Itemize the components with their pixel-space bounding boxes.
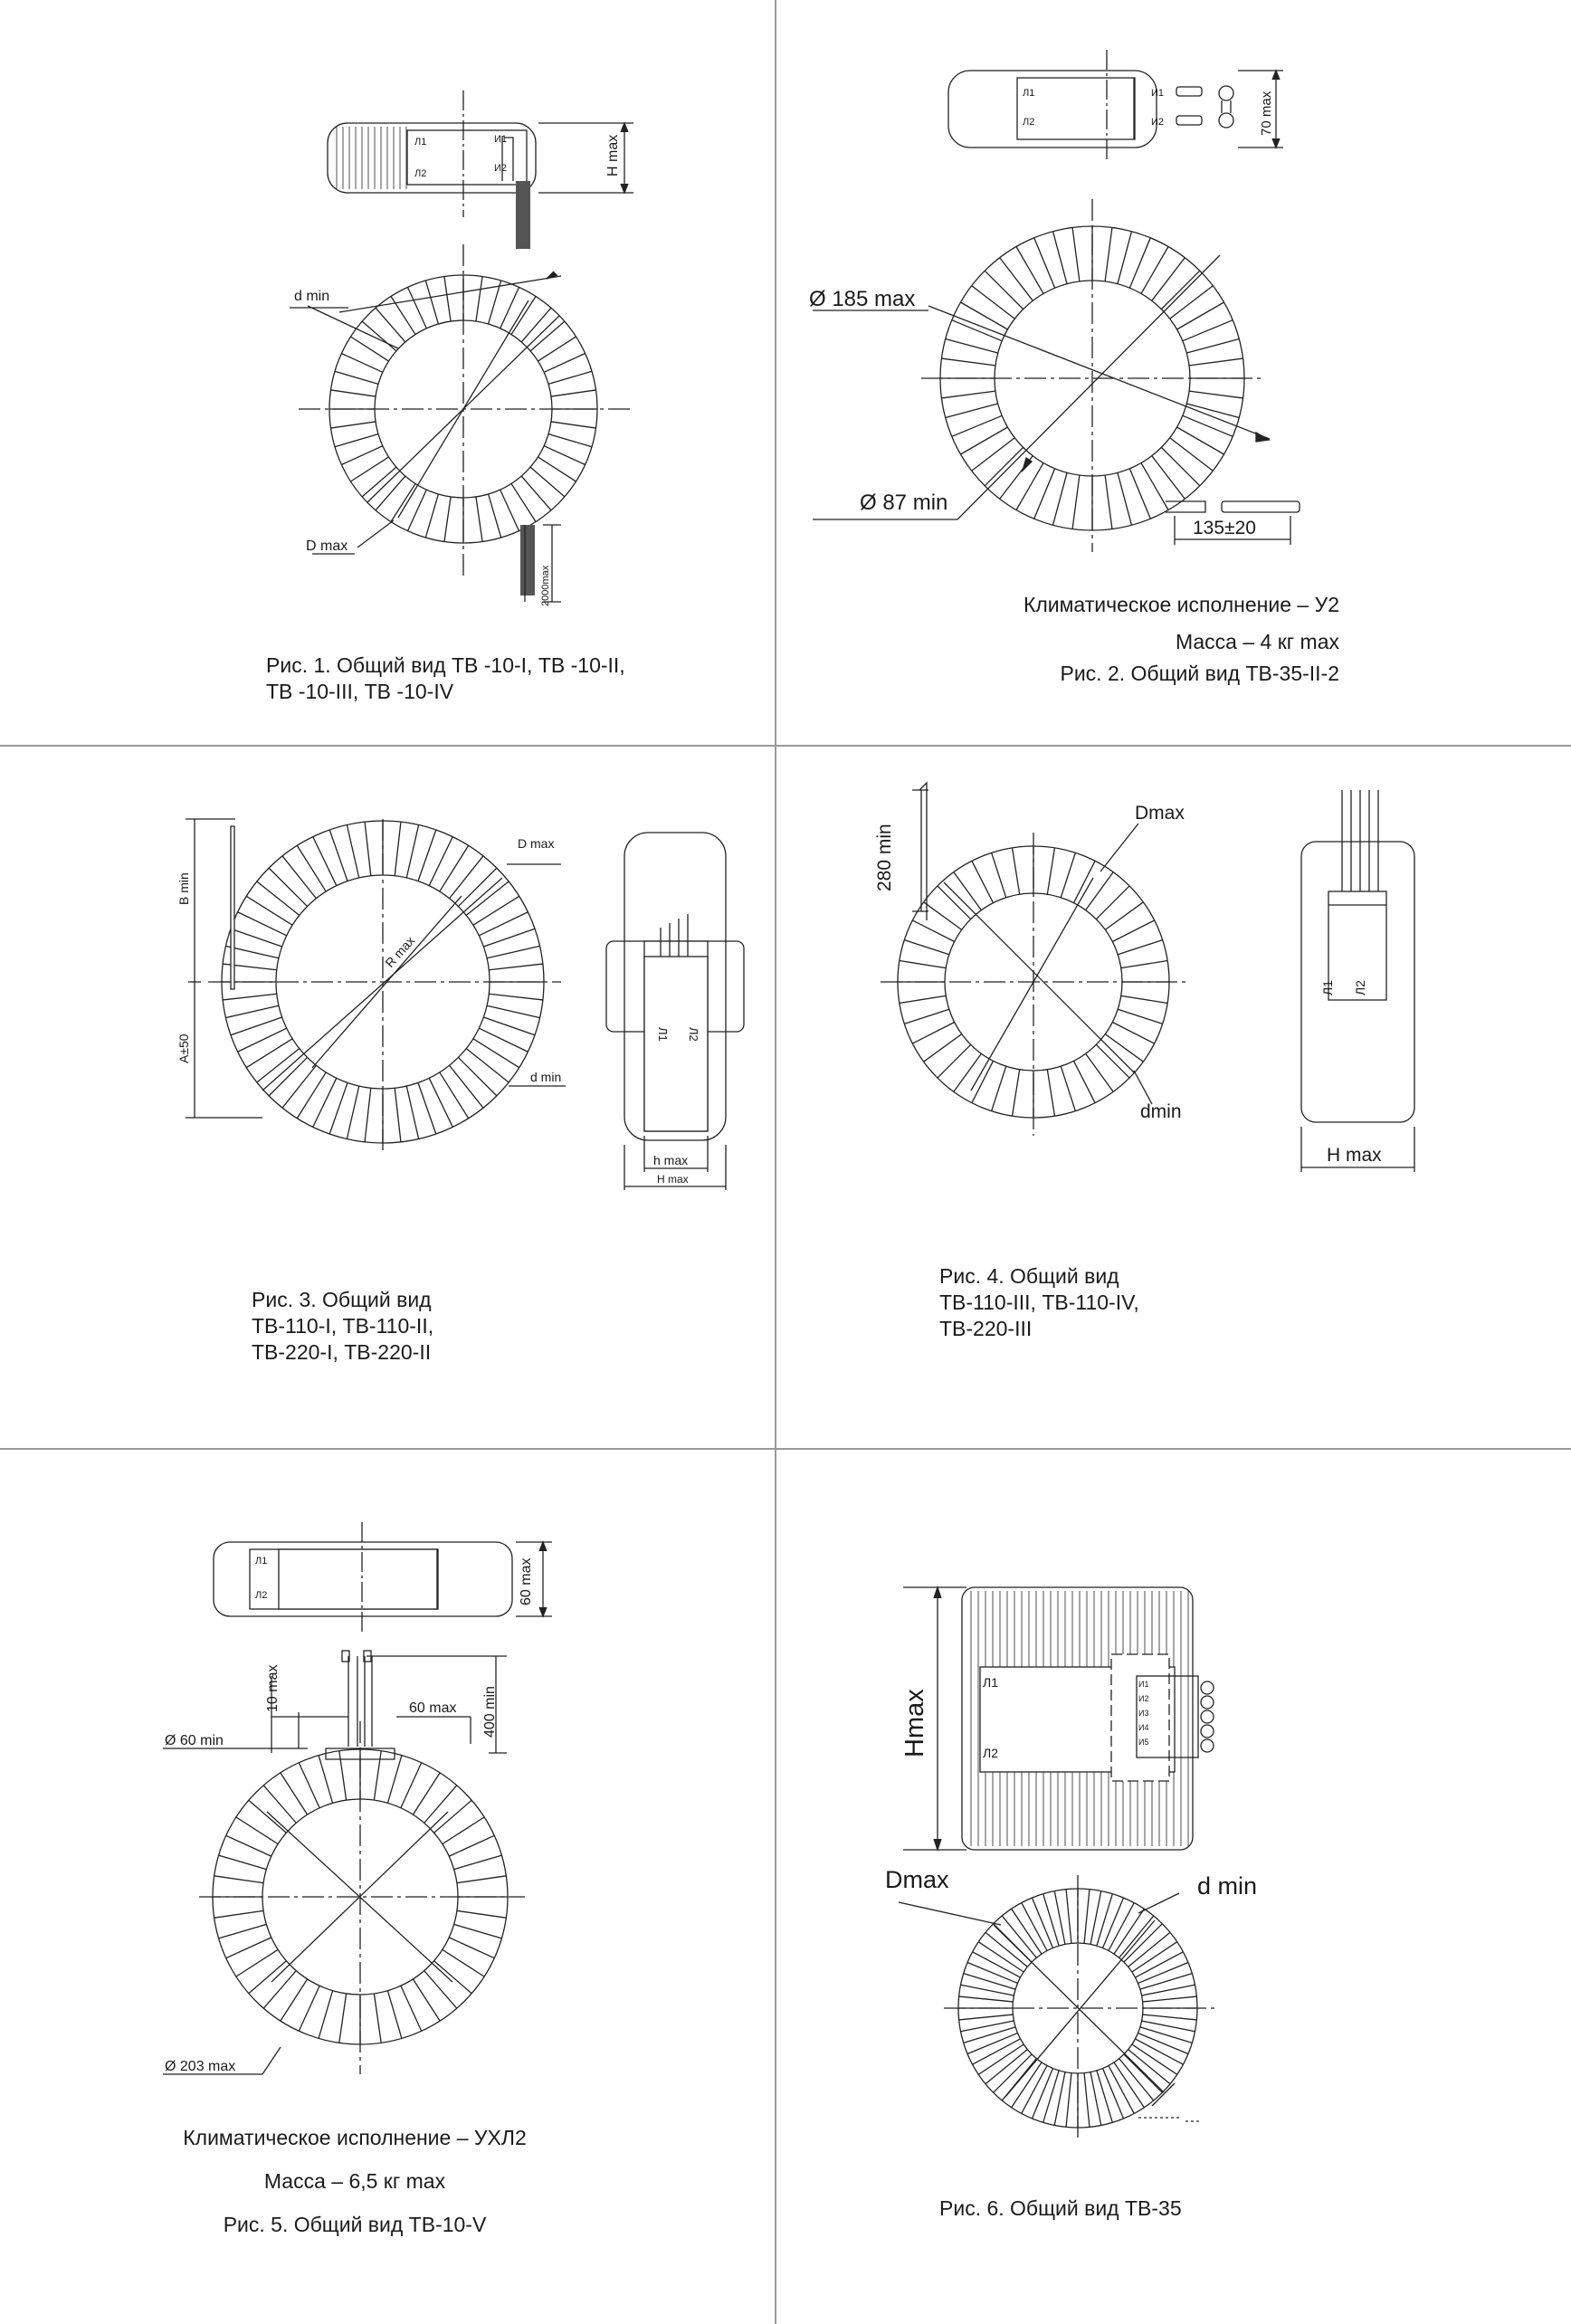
winding-segment — [1016, 463, 1043, 510]
winding-segment — [941, 391, 995, 398]
fig4-label-L1: Л1 — [1320, 980, 1335, 995]
fig2-label-L2: Л2 — [1023, 117, 1035, 128]
fig5-label-height: 60 max — [519, 1557, 534, 1605]
winding-segment — [954, 872, 982, 910]
winding-segment — [489, 494, 501, 538]
winding-segment — [335, 371, 378, 384]
winding-segment — [418, 830, 436, 881]
winding-segment — [457, 1876, 506, 1883]
fig6-label-H-max: Hmax — [900, 1689, 929, 1757]
winding-segment — [1121, 995, 1167, 1003]
fig1-caption-line-2: ТВ -10-III, ТВ -10-IV — [266, 680, 454, 703]
winding-segment — [904, 940, 948, 955]
winding-segment — [329, 1082, 348, 1134]
winding-segment — [954, 1053, 982, 1091]
fig1-ring — [290, 244, 633, 606]
winding-segment — [1013, 1070, 1020, 1116]
winding-segment — [924, 1034, 962, 1062]
fig4-label-d-min: dmin — [1140, 1101, 1182, 1122]
fig2-side-view — [948, 50, 1283, 163]
fig1-label-I2: И2 — [494, 163, 508, 174]
winding-segment — [231, 1017, 282, 1035]
winding-segment — [458, 1057, 496, 1095]
winding-segment — [1143, 1996, 1197, 2002]
winding-segment — [938, 886, 971, 919]
fig1-label-lead: 2000max — [540, 565, 551, 606]
winding-segment — [1161, 271, 1199, 309]
winding-segment — [500, 287, 519, 328]
winding-segment — [500, 490, 519, 530]
winding-segment — [331, 422, 376, 428]
winding-segment — [938, 1044, 971, 1078]
winding-segment — [219, 1855, 267, 1869]
winding-segment — [972, 861, 994, 902]
winding-segment — [479, 912, 528, 936]
winding-segment — [231, 929, 282, 947]
fig3-label-d-min: d min — [530, 1070, 562, 1084]
fig2-label-height: 70 max — [1259, 90, 1274, 136]
winding-segment — [551, 390, 595, 396]
winding-segment — [538, 337, 576, 361]
fig5-caption-line-3: Рис. 5. Общий вид ТВ-10-V — [223, 2213, 487, 2236]
winding-segment — [489, 994, 543, 1000]
winding-segment — [457, 1910, 506, 1918]
fig4-side-view — [1301, 790, 1414, 1172]
winding-segment — [1170, 286, 1214, 319]
fig6-label-I2: И2 — [1138, 1694, 1149, 1703]
winding-segment — [401, 1986, 422, 2031]
fig5-label-L1: Л1 — [255, 1556, 268, 1567]
winding-segment — [391, 483, 415, 521]
fig1-side-view — [328, 90, 633, 249]
fig3-label-D-max: D max — [518, 836, 555, 851]
winding-segment — [924, 902, 962, 930]
winding-segment — [1105, 475, 1112, 529]
winding-segment — [487, 1005, 539, 1017]
winding-segment — [967, 2034, 1017, 2054]
winding-segment — [1152, 456, 1185, 500]
winding-segment — [941, 358, 995, 366]
winding-segment — [1096, 1044, 1129, 1078]
fig1-label-L1: Л1 — [414, 137, 427, 148]
winding-segment — [967, 1962, 1017, 1983]
winding-segment — [1129, 238, 1150, 288]
winding-segment — [1103, 2069, 1124, 2119]
winding-segment — [365, 1088, 371, 1142]
winding-segment — [479, 1028, 528, 1052]
winding-segment — [313, 837, 337, 886]
winding-segment — [454, 1855, 502, 1869]
winding-segment — [440, 845, 469, 891]
winding-segment — [387, 1991, 401, 2039]
winding-segment — [329, 830, 348, 881]
winding-segment — [1189, 391, 1243, 398]
winding-segment — [1118, 1009, 1162, 1024]
fig2-caption-line-2: Масса – 4 кг max — [1175, 630, 1339, 653]
fig2-caption-line-1: Климатическое исполнение – У2 — [1023, 593, 1339, 616]
winding-segment — [331, 390, 376, 396]
winding-segment — [1016, 247, 1043, 294]
winding-segment — [952, 415, 1002, 436]
fig6-ring — [885, 1866, 1257, 2142]
winding-segment — [544, 446, 585, 465]
winding-segment — [1053, 232, 1068, 284]
winding-segment — [511, 296, 536, 334]
fig2-ring — [809, 199, 1300, 552]
winding-segment — [912, 1022, 954, 1043]
winding-segment — [299, 1763, 319, 1808]
fig6-label-I3: И3 — [1138, 1709, 1149, 1718]
winding-segment — [1177, 427, 1224, 454]
winding-segment — [297, 1072, 326, 1119]
winding-segment — [1118, 472, 1132, 525]
fig4-label-lead: 280 min — [874, 824, 895, 891]
fig5-side-view — [214, 1522, 552, 1635]
fig2-caption-line-3: Рис. 2. Общий вид ТВ-35-II-2 — [1060, 662, 1339, 685]
winding-segment — [281, 1979, 308, 2021]
winding-segment — [476, 497, 482, 541]
winding-segment — [1129, 469, 1150, 519]
winding-segment — [1034, 469, 1055, 519]
winding-segment — [985, 447, 1023, 485]
fig1-label-I1: И1 — [494, 134, 508, 145]
fig2-label-L1: Л1 — [1023, 88, 1035, 99]
winding-segment — [413, 1773, 440, 1814]
winding-segment — [443, 1949, 484, 1976]
winding-segment — [450, 856, 483, 899]
fig4-caption-line-2: ТВ-110-III, ТВ-110-IV, — [939, 1291, 1139, 1314]
winding-segment — [319, 1991, 332, 2039]
winding-segment — [961, 427, 1008, 454]
winding-segment — [282, 1065, 316, 1108]
winding-segment — [365, 822, 371, 876]
winding-segment — [1152, 258, 1185, 301]
winding-segment — [246, 896, 292, 925]
winding-segment — [992, 852, 1006, 897]
fig4-label-L2: Л2 — [1353, 980, 1367, 995]
winding-segment — [444, 277, 451, 321]
winding-segment — [429, 837, 452, 886]
fig5-label-ten: 10 max — [265, 1664, 281, 1712]
fig3-ring — [176, 819, 566, 1154]
winding-segment — [406, 1086, 418, 1138]
winding-segment — [269, 868, 307, 906]
winding-segment — [1073, 1061, 1095, 1102]
winding-segment — [319, 1756, 332, 1804]
fig6-caption — [939, 2195, 1182, 2222]
winding-segment — [466, 881, 509, 915]
winding-segment — [992, 1066, 1006, 1110]
winding-segment — [1141, 247, 1168, 294]
winding-segment — [236, 1817, 278, 1844]
winding-segment — [1013, 848, 1020, 894]
winding-segment — [476, 277, 482, 321]
winding-segment — [444, 497, 451, 541]
fig3-label-L1: Л1 — [656, 1027, 670, 1042]
winding-segment — [408, 287, 427, 328]
winding-segment — [350, 337, 388, 361]
winding-segment — [1084, 2073, 1090, 2128]
winding-segment — [548, 434, 592, 447]
winding-segment — [1066, 2073, 1071, 2128]
winding-segment — [466, 1049, 509, 1082]
winding-segment — [1072, 475, 1080, 529]
fig3-caption — [252, 1287, 433, 1366]
winding-segment — [912, 920, 954, 942]
fig5-caption-line-1: Климатическое исполнение – УХЛ2 — [183, 2126, 527, 2149]
winding-segment — [454, 1924, 502, 1938]
winding-segment — [429, 1078, 452, 1127]
winding-segment — [214, 1876, 263, 1883]
winding-segment — [1105, 1034, 1143, 1062]
winding-segment — [1141, 463, 1168, 510]
winding-segment — [281, 1773, 308, 1814]
winding-segment — [226, 1835, 271, 1856]
winding-segment — [1161, 447, 1199, 485]
winding-segment — [1105, 227, 1112, 281]
winding-segment — [489, 964, 543, 970]
winding-segment — [395, 1088, 401, 1142]
winding-segment — [1086, 1053, 1114, 1091]
winding-segment — [1170, 438, 1214, 471]
winding-segment — [1032, 2069, 1052, 2119]
fig4-caption — [939, 1263, 1139, 1342]
winding-segment — [236, 1949, 278, 1976]
fig3-label-h-max: h max — [653, 1153, 689, 1167]
winding-segment — [972, 438, 1015, 471]
winding-segment — [904, 1009, 948, 1024]
winding-segment — [395, 822, 401, 876]
winding-segment — [257, 881, 300, 915]
fig1-label-dmin: d min — [294, 289, 330, 304]
winding-segment — [946, 339, 998, 354]
fig1-label-Dmax: D max — [306, 538, 348, 554]
winding-segment — [1186, 339, 1239, 354]
winding-segment — [1183, 320, 1233, 341]
fig4-caption-line-3: ТВ-220-III — [939, 1317, 1033, 1340]
winding-segment — [961, 302, 1008, 329]
winding-segment — [1138, 1962, 1188, 1983]
winding-segment — [900, 961, 946, 968]
fig5-label-L2: Л2 — [255, 1590, 268, 1601]
winding-segment — [483, 1017, 535, 1035]
fig1-label-hmax: H max — [605, 134, 621, 176]
winding-segment — [246, 1039, 292, 1068]
winding-segment — [1072, 227, 1080, 281]
fig5-caption — [168, 2116, 541, 2246]
winding-segment — [1112, 1022, 1154, 1043]
winding-segment — [900, 995, 946, 1003]
fig6-label-I5: И5 — [1138, 1738, 1149, 1747]
winding-segment — [374, 1994, 381, 2043]
winding-segment — [1061, 852, 1075, 897]
winding-segment — [341, 446, 382, 465]
winding-segment — [952, 320, 1002, 341]
winding-segment — [1103, 1898, 1124, 1948]
fig1-label-L2: Л2 — [414, 168, 427, 179]
winding-segment — [226, 1938, 271, 1958]
fig3-side-view — [606, 833, 744, 1190]
fig4-label-H-max: H max — [1327, 1145, 1382, 1166]
winding-segment — [511, 483, 536, 521]
winding-segment — [1138, 2034, 1188, 2054]
winding-segment — [1186, 404, 1239, 418]
winding-segment — [282, 856, 316, 899]
winding-segment — [1066, 1890, 1071, 1944]
winding-segment — [473, 896, 519, 925]
fig5-ring — [163, 1651, 525, 2074]
winding-segment — [1053, 472, 1068, 525]
winding-segment — [225, 1005, 278, 1017]
winding-segment — [959, 2014, 1014, 2020]
winding-segment — [1032, 1898, 1052, 1948]
fig5-label-lead: 400 min — [482, 1686, 498, 1738]
winding-segment — [440, 1072, 469, 1119]
fig5-label-d203: Ø 203 max — [165, 2059, 236, 2074]
fig6-label-I4: И4 — [1138, 1723, 1149, 1732]
fig6-side-view — [900, 1587, 1214, 1850]
winding-segment — [214, 1910, 263, 1918]
winding-segment — [313, 1078, 337, 1127]
winding-segment — [297, 845, 326, 891]
winding-segment — [972, 1061, 994, 1102]
winding-segment — [406, 824, 418, 877]
winding-segment — [1047, 848, 1054, 894]
winding-segment — [1105, 902, 1143, 930]
fig3-label-B-min: B min — [176, 872, 191, 905]
fig2-label-I1: И1 — [1151, 88, 1165, 99]
winding-segment — [1086, 872, 1114, 910]
winding-segment — [1118, 940, 1162, 955]
winding-segment — [449, 1938, 494, 1958]
fig3-caption-line-2: ТВ-110-I, ТВ-110-II, — [252, 1314, 434, 1338]
winding-segment — [544, 354, 585, 373]
fig2-label-inner-d: Ø 87 min — [860, 491, 948, 515]
winding-segment — [443, 1817, 484, 1844]
winding-segment — [1084, 1890, 1090, 1944]
winding-segment — [473, 1039, 519, 1068]
winding-segment — [341, 354, 382, 373]
winding-segment — [1177, 302, 1224, 329]
winding-segment — [1121, 961, 1167, 968]
winding-segment — [1047, 1070, 1054, 1116]
fig1-drawing — [0, 0, 775, 745]
winding-segment — [1112, 920, 1154, 942]
winding-segment — [487, 946, 539, 957]
fig3-caption-line-3: ТВ-220-I, ТВ-220-II — [252, 1340, 432, 1364]
winding-segment — [219, 1924, 267, 1938]
winding-segment — [538, 457, 576, 481]
winding-segment — [1096, 886, 1129, 919]
winding-segment — [1073, 861, 1095, 902]
winding-segment — [238, 912, 287, 936]
fig6-label-L1: Л1 — [983, 1675, 998, 1690]
fig2-label-outer-d: Ø 185 max — [809, 287, 916, 311]
winding-segment — [959, 1996, 1014, 2002]
winding-segment — [1000, 258, 1033, 301]
winding-segment — [269, 1057, 307, 1095]
fig3-label-R-max: R max — [382, 933, 418, 971]
winding-segment — [425, 494, 438, 538]
winding-segment — [548, 371, 592, 384]
fig4-ring — [874, 783, 1188, 1136]
winding-segment — [387, 1756, 401, 1804]
winding-segment — [1061, 1066, 1075, 1110]
fig3-label-L2: Л2 — [687, 1027, 700, 1042]
fig6-drawing — [776, 1450, 1571, 2324]
winding-segment — [408, 490, 427, 530]
winding-segment — [1118, 232, 1132, 284]
winding-segment — [1183, 415, 1233, 436]
winding-segment — [299, 1986, 319, 2031]
fig4-caption-line-1: Рис. 4. Общий вид — [939, 1264, 1119, 1288]
fig6-caption-line-1: Рис. 6. Общий вид ТВ-35 — [939, 2196, 1182, 2220]
fig3-label-H-max: H max — [657, 1173, 689, 1186]
fig6-label-L2: Л2 — [983, 1746, 998, 1760]
fig3-caption-line-1: Рис. 3. Общий вид — [252, 1288, 432, 1311]
fig6-label-d-min: d min — [1197, 1872, 1258, 1900]
fig1-caption-line-1: Рис. 1. Общий вид ТВ -10-I, ТВ -10-II, — [266, 653, 625, 677]
winding-segment — [946, 404, 998, 418]
fig5-caption-line-2: Масса – 6,5 кг max — [263, 2169, 446, 2193]
winding-segment — [238, 1028, 287, 1052]
winding-segment — [483, 929, 535, 947]
winding-segment — [425, 281, 438, 324]
fig5-label-d60: Ø 60 min — [165, 1733, 224, 1748]
winding-segment — [347, 824, 358, 877]
winding-segment — [972, 286, 1015, 319]
winding-segment — [347, 1086, 358, 1138]
winding-segment — [450, 1065, 483, 1108]
winding-segment — [223, 994, 277, 1000]
fig5-label-sixty: 60 max — [409, 1700, 457, 1716]
winding-segment — [1143, 2014, 1197, 2020]
winding-segment — [339, 1994, 347, 2043]
winding-segment — [335, 434, 378, 447]
fig3-label-A: A±50 — [176, 1033, 191, 1063]
fig4-label-D-max: Dmax — [1135, 803, 1185, 824]
fig2-label-I2: И2 — [1151, 117, 1165, 128]
fig4-drawing — [776, 747, 1571, 1448]
winding-segment — [401, 1763, 422, 1808]
winding-segment — [985, 271, 1023, 309]
winding-segment — [1189, 358, 1243, 366]
fig6-label-I1: И1 — [1138, 1680, 1149, 1689]
fig2-caption — [961, 586, 1339, 692]
fig2-label-lead: 135±20 — [1193, 518, 1256, 538]
winding-segment — [339, 1751, 347, 1800]
winding-segment — [350, 457, 388, 481]
winding-segment — [413, 1979, 440, 2021]
fig6-label-D-max: Dmax — [885, 1866, 949, 1893]
winding-segment — [449, 1835, 494, 1856]
winding-segment — [374, 1751, 381, 1800]
fig1-caption — [266, 652, 625, 705]
winding-segment — [418, 1082, 436, 1134]
winding-segment — [1034, 238, 1055, 288]
winding-segment — [551, 422, 595, 428]
